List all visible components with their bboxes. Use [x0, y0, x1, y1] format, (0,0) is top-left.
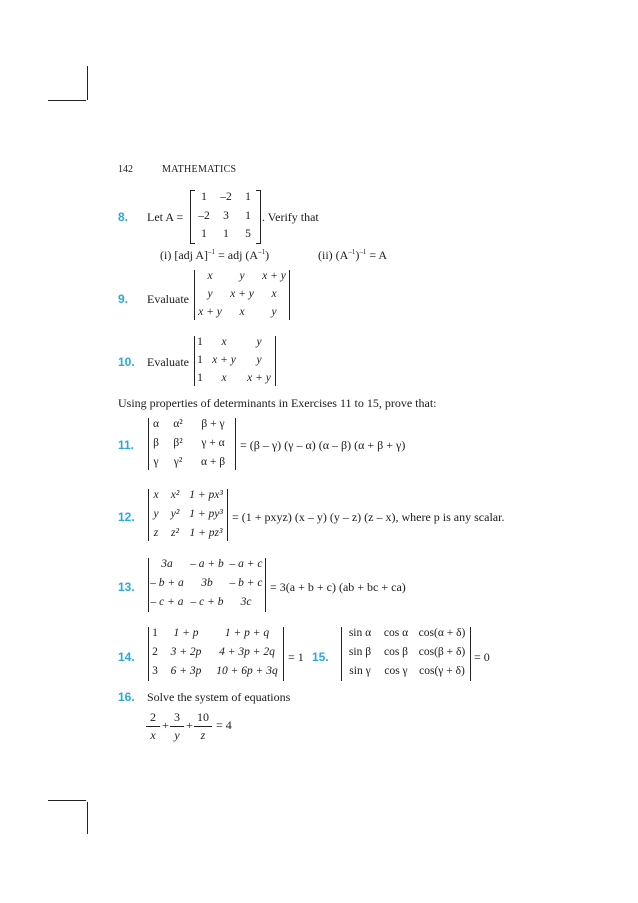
q10-label: Evaluate	[147, 355, 189, 369]
fraction: 10 z	[194, 710, 212, 743]
q14-determinant: 1 1 + p 1 + p + q 2 3 + 2p 4 + 3p + 2q 3 6 + 3p 10 + 6p + 3q	[148, 627, 284, 681]
q15-determinant: sin α cos α cos(α + δ) sin β cos β cos(β + δ) sin γ cos γ cos(γ + δ)	[341, 627, 471, 681]
q12-determinant: x x² 1 + px³ y y² 1 + py³ z z² 1 + pz³	[148, 489, 228, 541]
q8-cell: 1	[245, 191, 251, 203]
q8-cell: –2	[220, 191, 232, 203]
q8-prefix: Let A =	[147, 210, 184, 224]
q8-cell: –2	[198, 210, 210, 222]
q8-cell: 1	[201, 228, 207, 240]
exercise-instruction: Using properties of determinants in Exercises 11 to 15, prove that:	[118, 396, 437, 410]
q15-rhs: = 0	[474, 650, 490, 664]
question-number-11: 11.	[118, 438, 135, 452]
crop-mark-top-horizontal	[48, 100, 86, 101]
crop-mark-bottom-horizontal	[48, 800, 86, 801]
q11-rhs: = (β – γ) (γ – α) (α – β) (α + β + γ)	[240, 438, 406, 452]
plus-sign: +	[162, 718, 169, 732]
q8-part-i: (i) [adj A]$^{-1}$ = adj $(A^{-1})$	[160, 248, 270, 262]
fraction: 2 x	[146, 710, 160, 743]
q9-label: Evaluate	[147, 292, 189, 306]
question-number-16: 16.	[118, 690, 135, 704]
plus-sign: +	[186, 718, 193, 732]
question-number-15: 15.	[312, 650, 329, 664]
q11-determinant: α α² β + γ β β² γ + α γ γ² α + β	[148, 418, 236, 470]
q13-rhs: = 3(a + b + c) (ab + bc + ca)	[270, 580, 406, 594]
question-number-10: 10.	[118, 355, 135, 369]
question-number-8: 8.	[118, 210, 129, 224]
q8-cell: 1	[201, 191, 207, 203]
running-title: MATHEMATICS	[162, 164, 237, 175]
q8-suffix: . Verify that	[262, 210, 319, 224]
q12-rhs: = (1 + pxyz) (x – y) (y – z) (z – x), where p is any scalar.	[232, 510, 505, 524]
q8-cell: 5	[245, 228, 251, 240]
q13-determinant: 3a – a + b – a + c – b + a 3b – b + c – c + a – c + b 3c	[148, 558, 266, 612]
q16-rhs: = 4	[216, 718, 232, 732]
q10-determinant: 1 x y 1 x + y y 1 x x + y	[194, 336, 276, 386]
q8-part-ii: (ii) $(A^{-1})^{-1} = A$	[318, 248, 388, 262]
q14-rhs: = 1	[288, 650, 304, 664]
q8-cell: 3	[223, 210, 229, 222]
question-number-12: 12.	[118, 510, 135, 524]
q8-cell: 1	[245, 210, 251, 222]
question-number-9: 9.	[118, 292, 129, 306]
crop-mark-top-vertical	[87, 66, 88, 100]
fraction: 3 y	[170, 710, 184, 743]
page-number: 142	[118, 164, 133, 175]
q9-determinant: x y x + y y x + y x x + y x y	[194, 270, 290, 320]
question-number-14: 14.	[118, 650, 135, 664]
q8-cell: 1	[223, 228, 229, 240]
question-number-13: 13.	[118, 580, 135, 594]
crop-mark-bottom-vertical	[87, 802, 88, 834]
q16-text: Solve the system of equations	[147, 690, 291, 704]
